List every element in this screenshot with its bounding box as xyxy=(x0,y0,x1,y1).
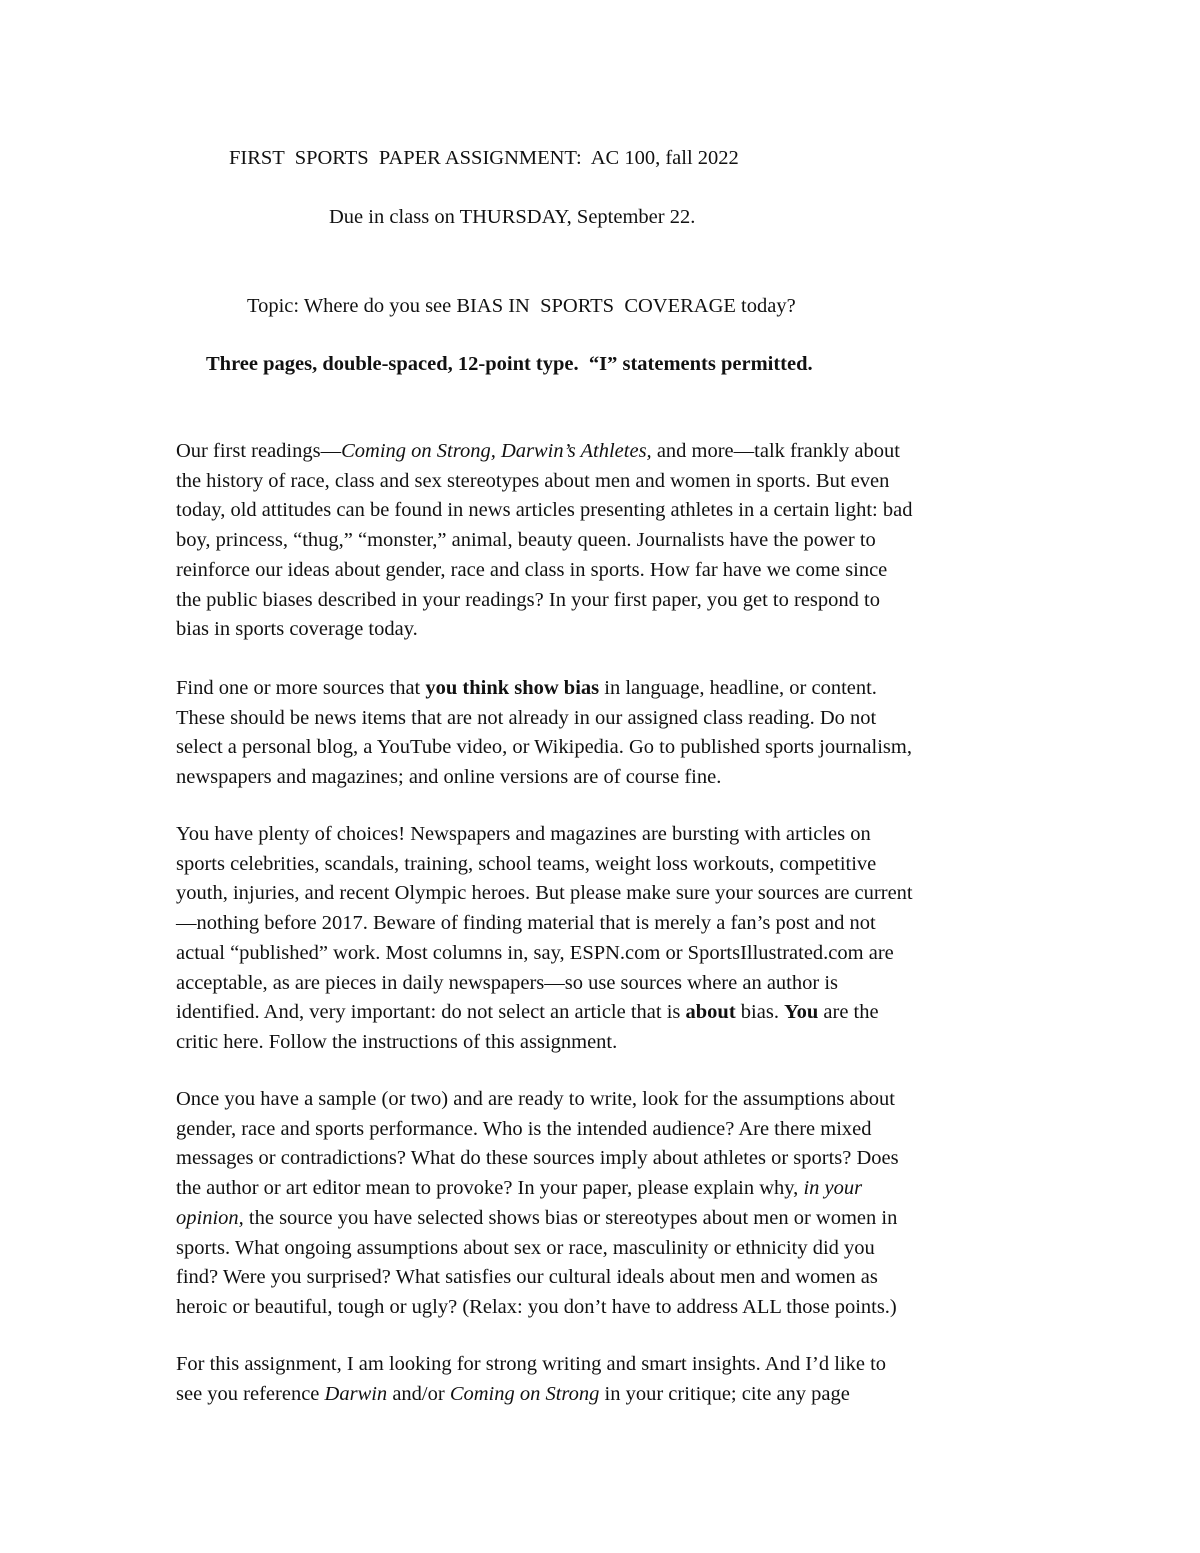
paragraph-intro xyxy=(176,437,1032,645)
paragraph-line xyxy=(176,1085,1032,1115)
paragraph-line xyxy=(176,909,1032,939)
bold-text: You xyxy=(784,1001,819,1024)
paragraph-line xyxy=(176,586,1032,616)
text-segment: acceptable, as are pieces in daily newspapers—so use sources where an author is xyxy=(176,971,839,994)
requirements-line: Three pages, double-spaced, 12-point type. “I” statements permitted. xyxy=(206,353,813,375)
text-segment: in your critique; cite any page xyxy=(599,1382,850,1405)
paragraph-line xyxy=(176,496,1032,526)
text-segment: heroic or beautiful, tough or ugly? (Relax: you don’t have to address ALL those points.) xyxy=(176,1295,897,1318)
text-segment: bias in sports coverage today. xyxy=(176,618,418,641)
text-segment: find? Were you surprised? What satisfies our cultural ideals about men and women as xyxy=(176,1266,878,1289)
paragraph-line xyxy=(176,1380,1032,1410)
paragraph-line xyxy=(176,704,1032,734)
paragraph-line xyxy=(176,1263,1032,1293)
paragraph-find-sources xyxy=(176,674,1032,793)
paragraph-line xyxy=(176,1350,1032,1380)
italic-text: Coming on Strong, Darwin’s Athletes, xyxy=(341,440,652,462)
paragraph-line xyxy=(176,939,1032,969)
text-segment: today, old attitudes can be found in news articles presenting athletes in a certain light: bad xyxy=(176,499,913,522)
paragraph-line xyxy=(176,556,1032,586)
assignment-title: FIRST SPORTS PAPER ASSIGNMENT: AC 100, fall 2022 xyxy=(229,147,739,169)
italic-text: Coming on Strong xyxy=(449,1382,600,1405)
text-segment: critic here. Follow the instructions of this assignment. xyxy=(176,1030,618,1053)
text-segment: —nothing before 2017. Beware of finding material that is merely a fan’s post and not xyxy=(176,912,876,935)
paragraph-line xyxy=(176,1144,1032,1174)
bold-text: about xyxy=(685,1001,736,1024)
text-segment: see you reference xyxy=(176,1382,325,1405)
due-date: Due in class on THURSDAY, September 22. xyxy=(329,206,696,228)
paragraph-line xyxy=(176,615,1032,645)
text-segment: the author or art editor mean to provoke? In your paper, please explain why, xyxy=(176,1177,804,1200)
paragraph-line xyxy=(176,1028,1032,1058)
paragraph-line xyxy=(176,1234,1032,1264)
paragraph-line xyxy=(176,850,1032,880)
italic-text: Darwin xyxy=(324,1382,388,1405)
text-segment: Once you have a sample (or two) and are ready to write, look for the assumptions about xyxy=(176,1088,895,1110)
paragraph-line xyxy=(176,998,1032,1028)
text-segment: in language, headline, or content. xyxy=(599,677,877,699)
text-segment: youth, injuries, and recent Olympic heroes. But please make sure your sources are current xyxy=(176,882,913,905)
text-segment: are the xyxy=(818,1001,879,1024)
topic-line: Topic: Where do you see BIAS IN SPORTS COVERAGE today? xyxy=(247,295,796,317)
paragraph-writing-guidance xyxy=(176,1085,1032,1323)
paragraph-line xyxy=(176,526,1032,556)
paragraph-line xyxy=(176,674,1032,704)
italic-text: opinion, xyxy=(176,1206,244,1229)
paragraph-line xyxy=(176,733,1032,763)
paragraph-line xyxy=(176,437,1032,467)
paragraph-line xyxy=(176,763,1032,793)
bold-text: you think show bias xyxy=(425,677,600,699)
text-segment: the public biases described in your readings? In your first paper, you get to respond to xyxy=(176,588,880,611)
text-segment: bias. xyxy=(735,1001,785,1024)
text-segment: These should be news items that are not already in our assigned class reading. Do not xyxy=(176,706,877,729)
text-segment: the source you have selected shows bias or stereotypes about men or women in xyxy=(243,1206,898,1229)
paragraph-line xyxy=(176,1174,1032,1204)
paragraph-line xyxy=(176,1115,1032,1145)
text-segment: You have plenty of choices! Newspapers and magazines are bursting with articles on xyxy=(176,823,871,845)
text-segment: newspapers and magazines; and online versions are of course fine. xyxy=(176,766,722,789)
paragraph-line xyxy=(176,879,1032,909)
text-segment: reinforce our ideas about gender, race and class in sports. How far have we come since xyxy=(176,558,888,581)
paragraph-line xyxy=(176,969,1032,999)
text-segment: Find one or more sources that xyxy=(176,677,426,699)
text-segment: messages or contradictions? What do these sources imply about athletes or sports? Does xyxy=(176,1147,899,1170)
paragraph-line xyxy=(176,467,1032,497)
italic-text: in your xyxy=(803,1177,863,1200)
text-segment: sports celebrities, scandals, training, school teams, weight loss workouts, competitive xyxy=(176,852,877,875)
text-segment: Our first readings— xyxy=(176,440,342,462)
paragraph-choices xyxy=(176,820,1032,1058)
text-segment: actual “published” work. Most columns in, say, ESPN.com or SportsIllustrated.com are xyxy=(176,941,894,964)
text-segment: and/or xyxy=(387,1382,450,1405)
paragraph-expectations xyxy=(176,1350,1032,1409)
text-segment: boy, princess, “thug,” “monster,” animal, beauty queen. Journalists have the power to xyxy=(176,529,876,552)
text-segment: For this assignment, I am looking for strong writing and smart insights. And I’d like to xyxy=(176,1353,887,1375)
text-segment: gender, race and sports performance. Who is the intended audience? Are there mixed xyxy=(176,1117,872,1140)
paragraph-line xyxy=(176,1204,1032,1234)
text-segment: the history of race, class and sex stereotypes about men and women in sports. But even xyxy=(176,469,890,492)
paragraph-line xyxy=(176,820,1032,850)
paragraph-line xyxy=(176,1293,1032,1323)
text-segment: identified. And, very important: do not select an article that is xyxy=(176,1001,686,1024)
text-segment: select a personal blog, a YouTube video, or Wikipedia. Go to published sports journalism, xyxy=(176,736,912,759)
text-segment: sports. What ongoing assumptions about sex or race, masculinity or ethnicity did you xyxy=(176,1236,875,1259)
text-segment: and more—talk frankly about xyxy=(651,440,900,462)
